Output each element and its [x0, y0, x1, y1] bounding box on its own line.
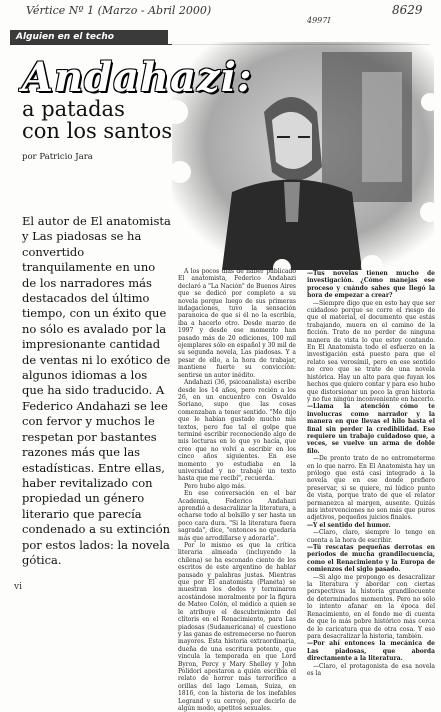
interview-question: —Por ahí entonces la mecánica de Las piadosas, que aborda directamente a la literatura.	[307, 640, 435, 663]
interview-answer: —De pronto trato de no entrometerme en lo que narro. En El Anatomista hay un prólogo que está casi integrado a la novela que en ese donde prefiero preservar, si se quiere, mi lúdico punto de vista, porque trato de que el relator permanezca al margen, ausente. Quizás mis intervenciones no son más que puros adjetivos, pequeños juicios finales.	[307, 455, 435, 522]
byline: por Patricio Jara	[22, 152, 93, 162]
interview-question: —Y el sentido del humor.	[307, 521, 391, 529]
body-paragraph: Andahazi (36, psicoanalista) escribe desde los 14 años, pero recién a los 26, en un encuentro con Osvaldo Soriano, supo que las cosas comenzaban a tener sentido. "Me dijo que le habían gustado mucho mis textos, pero fue tal el golpe que terminé escribir reconociendo algo de mis lecturas en lo que yo hacía, que creo que no volví a escribir en los cinco años siguientes. En ese momento yo estudiaba en la universidad y no trabajé un texto hasta que me recibí", recuerda.	[178, 379, 296, 483]
interview-answer: —Claro, el protagonista de esa novela es la	[307, 662, 435, 677]
interview-answer: —Siempre digo que en esto hay que ser cuidadoso porque se corre el riesgo de que el material, el documento que estás trabajando, muera en el camino de la ficción. Trato de no perder de ninguna manera de vista lo que estoy contando. En El Anatomista todo el esfuerzo en la investigación está puesto para que el relato sea verosímil, pero en ese sentido no creo que se trate de una novela histórica. Hay un alto para que fuyan los hechos que quiero contar y para eso hubo que distorsionar un poco la gran historia y no fue ningún inconveniente en hacerlo.	[307, 299, 435, 403]
handwritten-source-note: Vértice Nº 1 (Marzo - Abril 2000)	[26, 4, 212, 17]
body-paragraph: En ese conversación en el bar Academia, Federico Andahazi aprendió a desacralizar la literatura, a echarse todo al bolsillo y ser hasta un poco cara dura. "Si la literatura fuera sagrada", dice, "entonces no quedaría más que arrodillarse y adorarla".	[178, 490, 296, 542]
lead-paragraph	[22, 214, 172, 568]
interview-question: —Llama la atención cómo te involucras como narrador y la manera en que llevas el hilo hasta el final sin perder la credibilidad. Eso requiere un trabajo cuidadoso que, a veces, se vuelve un arma de doble filo.	[307, 403, 435, 455]
interview-answer: —Si algo me propongo es desacralizar la literatura y abordar con ciertas perspectivas la historia grandilocuente de determinados momentos. Pero no sólo lo intento afanar en la época del Renacimiento, en el fondo me di cuenta de que lo más pobre histórico más cerca de lo caricatura que de otra cosa. Y eso para desacralizar la historia, también.	[307, 573, 435, 640]
lead-text: El autor de El anatomista y Las piadosas se ha convertido tranquilamente en uno de los narradores más destacados del último tiempo, con un éxito que no sólo es avalado por la impresionante cantidad de ventas ni lo exótico de algunos idiomas a los que ha sido traducido. A Federico Andahazi se lee con fervor y muchos le respetan por bastantes razones más que las estadísticas. Entre ellas, haber revitalizado con propiedad un género literario que parecía condenado a su extinción por estos lados: la novela gótica.	[22, 214, 171, 567]
body-column-middle	[178, 268, 296, 712]
subtitle-line-1: a patadas	[22, 97, 125, 121]
interview-answer: —Claro, claro, siempre lo tengo en cuenta a la hora de escribir.	[307, 529, 435, 544]
section-tab: Alguien en el techo	[10, 30, 168, 44]
handwritten-code-large: 8629	[392, 3, 423, 17]
body-paragraph: Pero hubo algo más.	[184, 482, 246, 490]
page-title: Andahazi:	[22, 54, 253, 101]
interview-question: —Tú rescatas pequeñas derrotas en periodos de mucha grandilocuencia, como el Renacimiento y la Europa de comienzos del siglo pasado.	[307, 544, 435, 574]
page-number: vi	[14, 582, 22, 592]
interview-question: —Tus novelas tienen mucho de investigación. ¿Cómo manejas ese proceso y cuándo sabes que llegó la hora de empezar a crear?	[307, 270, 435, 300]
handwritten-code-small: 4997I	[307, 16, 331, 25]
subtitle-line-2: con los santos	[22, 119, 173, 143]
body-paragraph: Por lo mismo es que la crítica literaria almeada (incluyendo la chilena) se ha esconado ciento de los escritos de este argentino de hablar pausado y palabras justas. Mientras que por El anatomista (Planeta) se muestran los dedos y terminaron acostándose moralmente por la figura de Mateo Colón, el médico a quien se le atribuye el descubrimiento del clítoris en el Renacimiento, para Las piadosas (Sudamericana) el cuestiono y las ganas de estremecerse no fueron mayores. Esta historia extraordinaria, dueña de una escritura potente, que vincula la temporada en que Lord Byron, Percy y Mary Shelley y John Polidori apostaron a quién escribía el relato de horror más terrorífico a orillas del lago Leman, Suiza, en 1816, con la historia de los inefables Legrand y su cerrojo, por decirlo de algún modo, apetitos sexuales.	[178, 542, 296, 712]
subtitle	[22, 98, 172, 142]
body-column-right	[307, 270, 435, 677]
body-paragraph: A los pocos días de haber publicado El anatomista, Federico Andahazi declaró a "La Nación" de Buenos Aires que se dedicó por completo a su novela porque luego de sus primeras indagaciones, tuvo la sensación paranoica de que si él no la escribía, iba a hacerlo otro. Desde marzo de 1997 y desde ese momento han pasado más de 20 ediciones, 100 mil ejemplares sólo en español y 30 mil de su segunda novela, Las piadosas. Y a pesar de ello, a la hora de trabajar, mantiene fuerte su convicción: sentirse un autor inédito.	[178, 268, 296, 379]
